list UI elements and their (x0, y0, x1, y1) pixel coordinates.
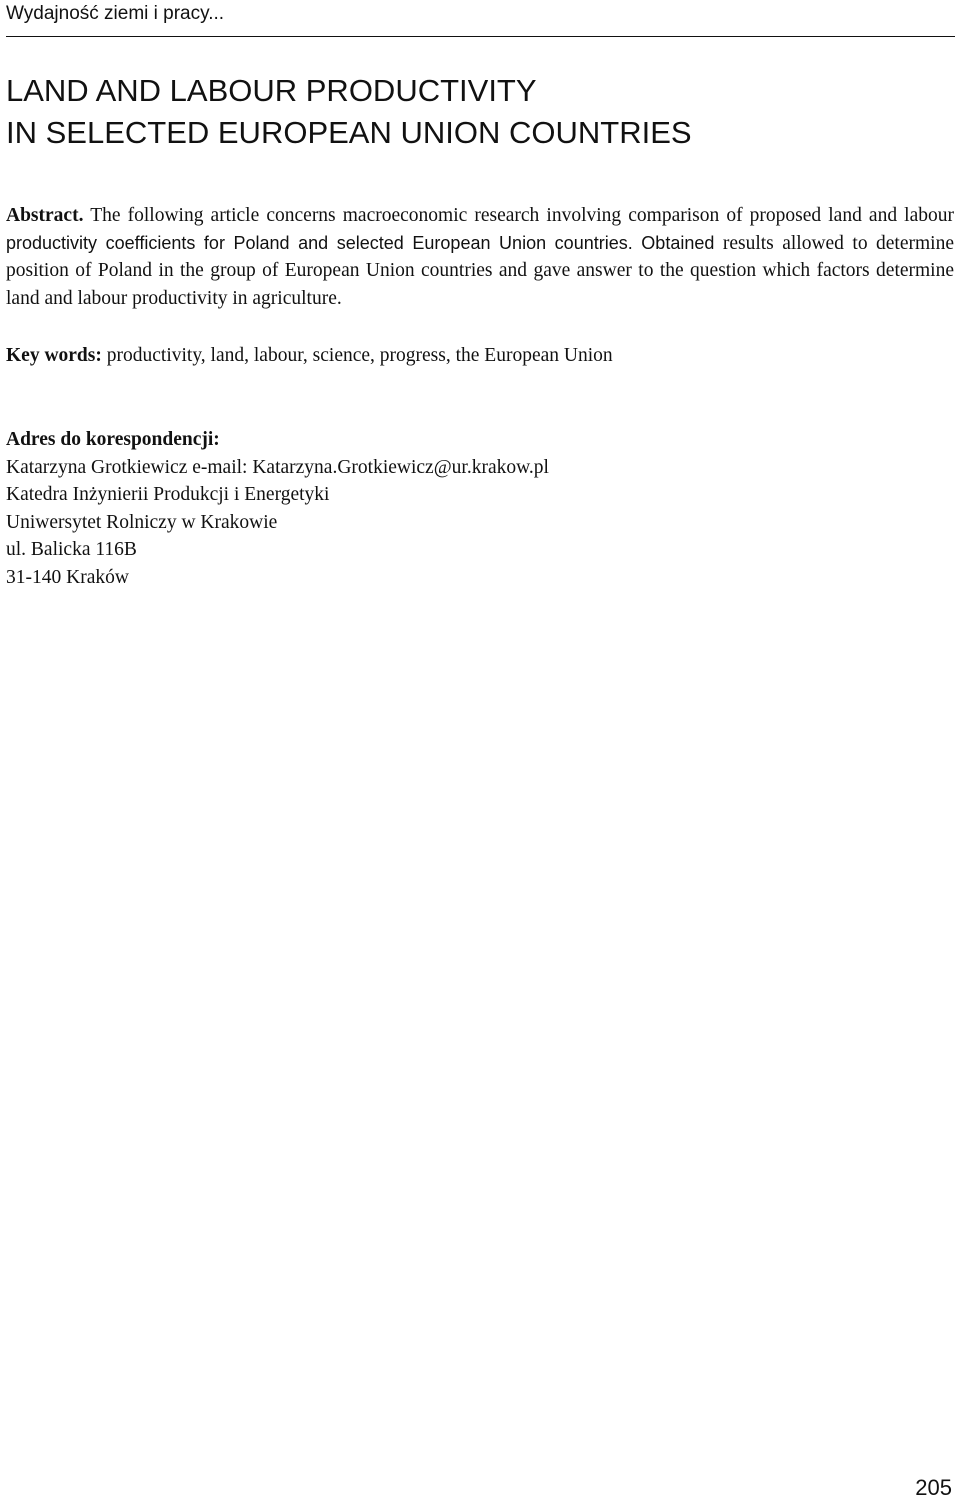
abstract-text-2: productivity coefficients for Poland and selected European Union countries. Obtained (6, 232, 715, 253)
keywords-text: productivity, land, labour, science, progress, the European Union (101, 345, 613, 366)
keywords (6, 342, 613, 370)
abstract (6, 202, 954, 312)
abstract-label: Abstract. (6, 205, 84, 226)
abstract-text-1: The following article concerns macroeconomic research involving comparison of proposed land and labour (83, 205, 954, 226)
abstract-text-3: results allowed to determine position of Poland in the group of European Union countries and gave answer to the question which factors determine land and labour productivity in agriculture. (6, 232, 954, 309)
address-line-city: 31-140 Kraków (6, 566, 129, 588)
title-line-2: IN SELECTED EUROPEAN UNION COUNTRIES (6, 115, 692, 150)
correspondence-address (6, 426, 549, 591)
correspondence-heading: Adres do korespondencji: (6, 429, 220, 450)
article-title (6, 70, 692, 154)
keywords-label: Key words: (6, 345, 102, 366)
address-line-university: Uniwersytet Rolniczy w Krakowie (6, 511, 278, 533)
address-line-department: Katedra Inżynierii Produkcji i Energetyki (6, 484, 330, 505)
title-line-1: LAND AND LABOUR PRODUCTIVITY (6, 73, 537, 108)
address-line-street: ul. Balicka 116B (6, 539, 137, 560)
header-rule (6, 36, 955, 37)
running-header: Wydajność ziemi i pracy... (6, 3, 225, 24)
page-number: 205 (915, 1475, 952, 1500)
address-line-author: Katarzyna Grotkiewicz e-mail: Katarzyna.Grotkiewicz@ur.krakow.pl (6, 456, 549, 478)
